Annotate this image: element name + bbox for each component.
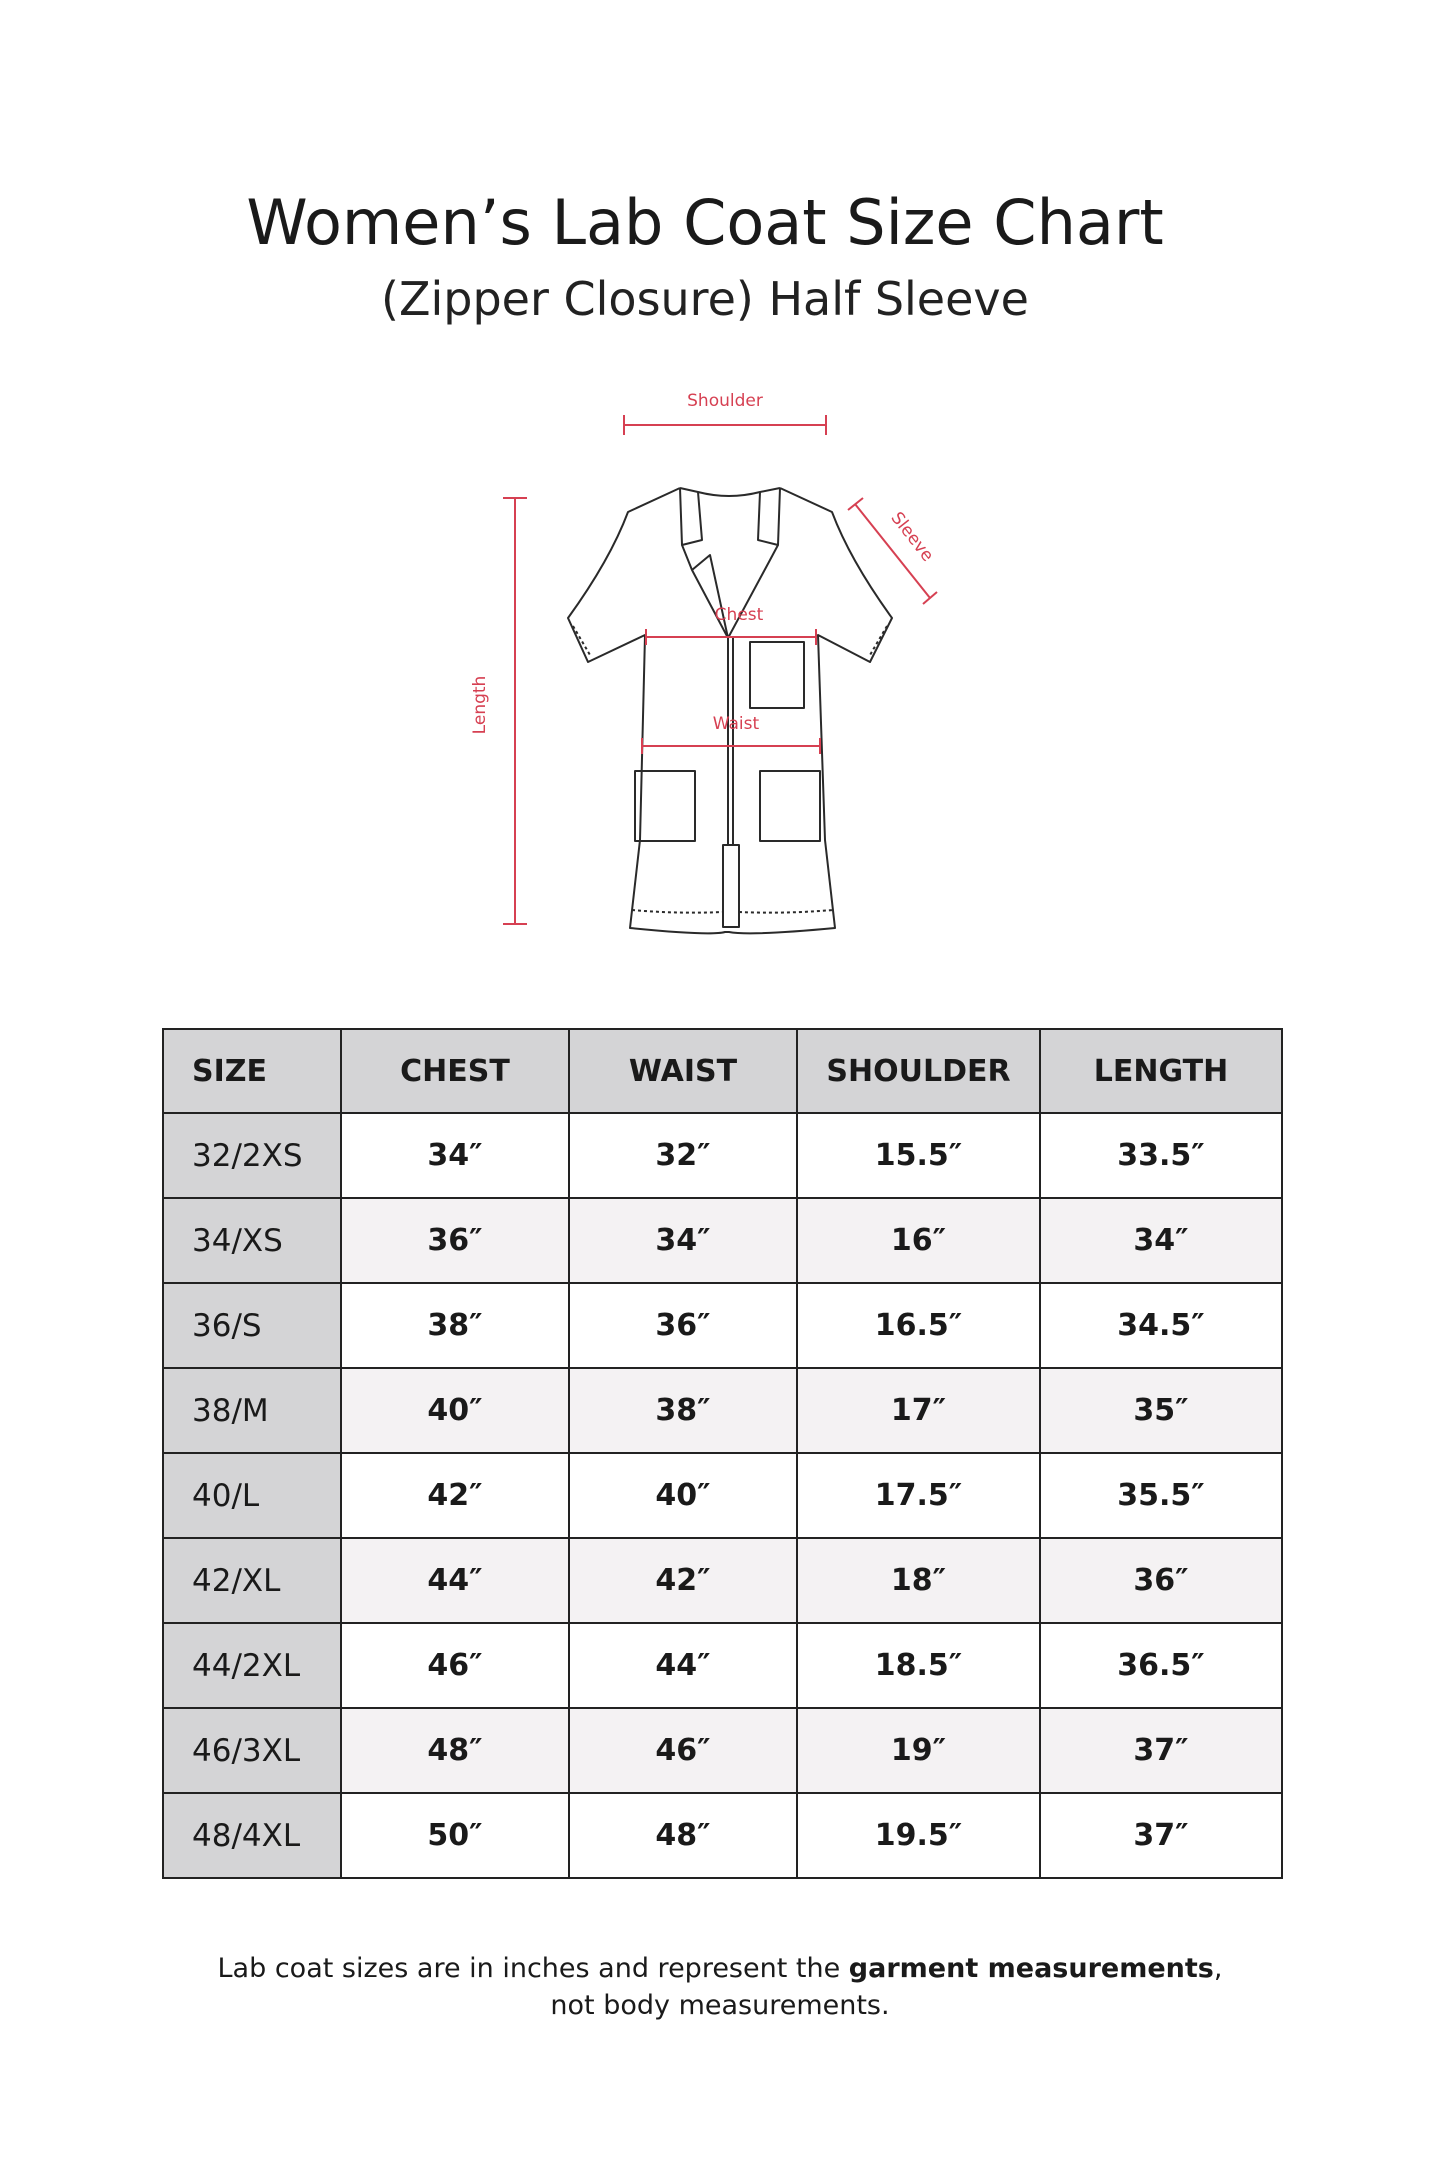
chest-cell: 40″ bbox=[341, 1368, 569, 1453]
table-row bbox=[163, 1708, 1282, 1793]
header-shoulder: SHOULDER bbox=[797, 1029, 1040, 1113]
table-row bbox=[163, 1453, 1282, 1538]
table-row bbox=[163, 1793, 1282, 1878]
shoulder-cell: 15.5″ bbox=[797, 1113, 1040, 1198]
length-measure bbox=[503, 498, 527, 924]
waist-cell: 44″ bbox=[569, 1623, 797, 1708]
waist-cell: 34″ bbox=[569, 1198, 797, 1283]
waist-cell: 40″ bbox=[569, 1453, 797, 1538]
shoulder-cell: 16″ bbox=[797, 1198, 1040, 1283]
length-cell: 35.5″ bbox=[1040, 1453, 1282, 1538]
size-cell: 46/3XL bbox=[163, 1708, 341, 1793]
length-cell: 34″ bbox=[1040, 1198, 1282, 1283]
page-subtitle: (Zipper Closure) Half Sleeve bbox=[381, 272, 1029, 326]
length-cell: 36.5″ bbox=[1040, 1623, 1282, 1708]
sleeve-label: Sleeve bbox=[886, 508, 938, 566]
table-row bbox=[163, 1368, 1282, 1453]
footnote bbox=[0, 1950, 1440, 2024]
length-label: Length bbox=[470, 675, 490, 735]
chest-cell: 42″ bbox=[341, 1453, 569, 1538]
lab-coat-illustration bbox=[440, 380, 980, 940]
table-row bbox=[163, 1198, 1282, 1283]
length-cell: 37″ bbox=[1040, 1708, 1282, 1793]
shoulder-cell: 17.5″ bbox=[797, 1453, 1040, 1538]
size-cell: 40/L bbox=[163, 1453, 341, 1538]
footnote-line2: not body measurements. bbox=[550, 1990, 890, 2021]
chest-cell: 46″ bbox=[341, 1623, 569, 1708]
shoulder-measure bbox=[624, 415, 826, 435]
header-length: LENGTH bbox=[1040, 1029, 1282, 1113]
chest-cell: 38″ bbox=[341, 1283, 569, 1368]
shoulder-cell: 19″ bbox=[797, 1708, 1040, 1793]
shoulder-cell: 19.5″ bbox=[797, 1793, 1040, 1878]
length-cell: 37″ bbox=[1040, 1793, 1282, 1878]
chest-label: Chest bbox=[714, 605, 764, 625]
waist-cell: 38″ bbox=[569, 1368, 797, 1453]
footnote-text: Lab coat sizes are in inches and represent the bbox=[217, 1953, 849, 1984]
chest-cell: 36″ bbox=[341, 1198, 569, 1283]
length-cell: 33.5″ bbox=[1040, 1113, 1282, 1198]
size-chart-table bbox=[162, 1028, 1283, 1879]
chest-cell: 44″ bbox=[341, 1538, 569, 1623]
shoulder-cell: 16.5″ bbox=[797, 1283, 1040, 1368]
chest-cell: 48″ bbox=[341, 1708, 569, 1793]
shoulder-cell: 17″ bbox=[797, 1368, 1040, 1453]
shoulder-cell: 18.5″ bbox=[797, 1623, 1040, 1708]
size-cell: 48/4XL bbox=[163, 1793, 341, 1878]
size-cell: 34/XS bbox=[163, 1198, 341, 1283]
waist-cell: 36″ bbox=[569, 1283, 797, 1368]
size-cell: 44/2XL bbox=[163, 1623, 341, 1708]
lab-coat-diagram bbox=[440, 380, 980, 940]
table-row bbox=[163, 1113, 1282, 1198]
shoulder-label: Shoulder bbox=[687, 391, 763, 411]
chest-cell: 34″ bbox=[341, 1113, 569, 1198]
waist-cell: 48″ bbox=[569, 1793, 797, 1878]
size-cell: 38/M bbox=[163, 1368, 341, 1453]
footnote-emphasis: garment measurements bbox=[848, 1953, 1214, 1984]
coat-outline bbox=[568, 488, 892, 933]
waist-cell: 32″ bbox=[569, 1113, 797, 1198]
header-size: SIZE bbox=[163, 1029, 341, 1113]
table-header-row bbox=[163, 1029, 1282, 1113]
waist-label: Waist bbox=[712, 714, 760, 734]
table-row bbox=[163, 1623, 1282, 1708]
footnote-comma: , bbox=[1213, 1953, 1223, 1984]
header-chest: CHEST bbox=[341, 1029, 569, 1113]
shoulder-cell: 18″ bbox=[797, 1538, 1040, 1623]
waist-measure bbox=[642, 738, 820, 754]
header-waist: WAIST bbox=[569, 1029, 797, 1113]
chest-cell: 50″ bbox=[341, 1793, 569, 1878]
waist-cell: 46″ bbox=[569, 1708, 797, 1793]
size-cell: 36/S bbox=[163, 1283, 341, 1368]
waist-cell: 42″ bbox=[569, 1538, 797, 1623]
length-cell: 36″ bbox=[1040, 1538, 1282, 1623]
size-cell: 32/2XS bbox=[163, 1113, 341, 1198]
length-cell: 35″ bbox=[1040, 1368, 1282, 1453]
length-cell: 34.5″ bbox=[1040, 1283, 1282, 1368]
table-row bbox=[163, 1538, 1282, 1623]
size-cell: 42/XL bbox=[163, 1538, 341, 1623]
page-title: Women’s Lab Coat Size Chart bbox=[246, 186, 1164, 259]
table-row bbox=[163, 1283, 1282, 1368]
